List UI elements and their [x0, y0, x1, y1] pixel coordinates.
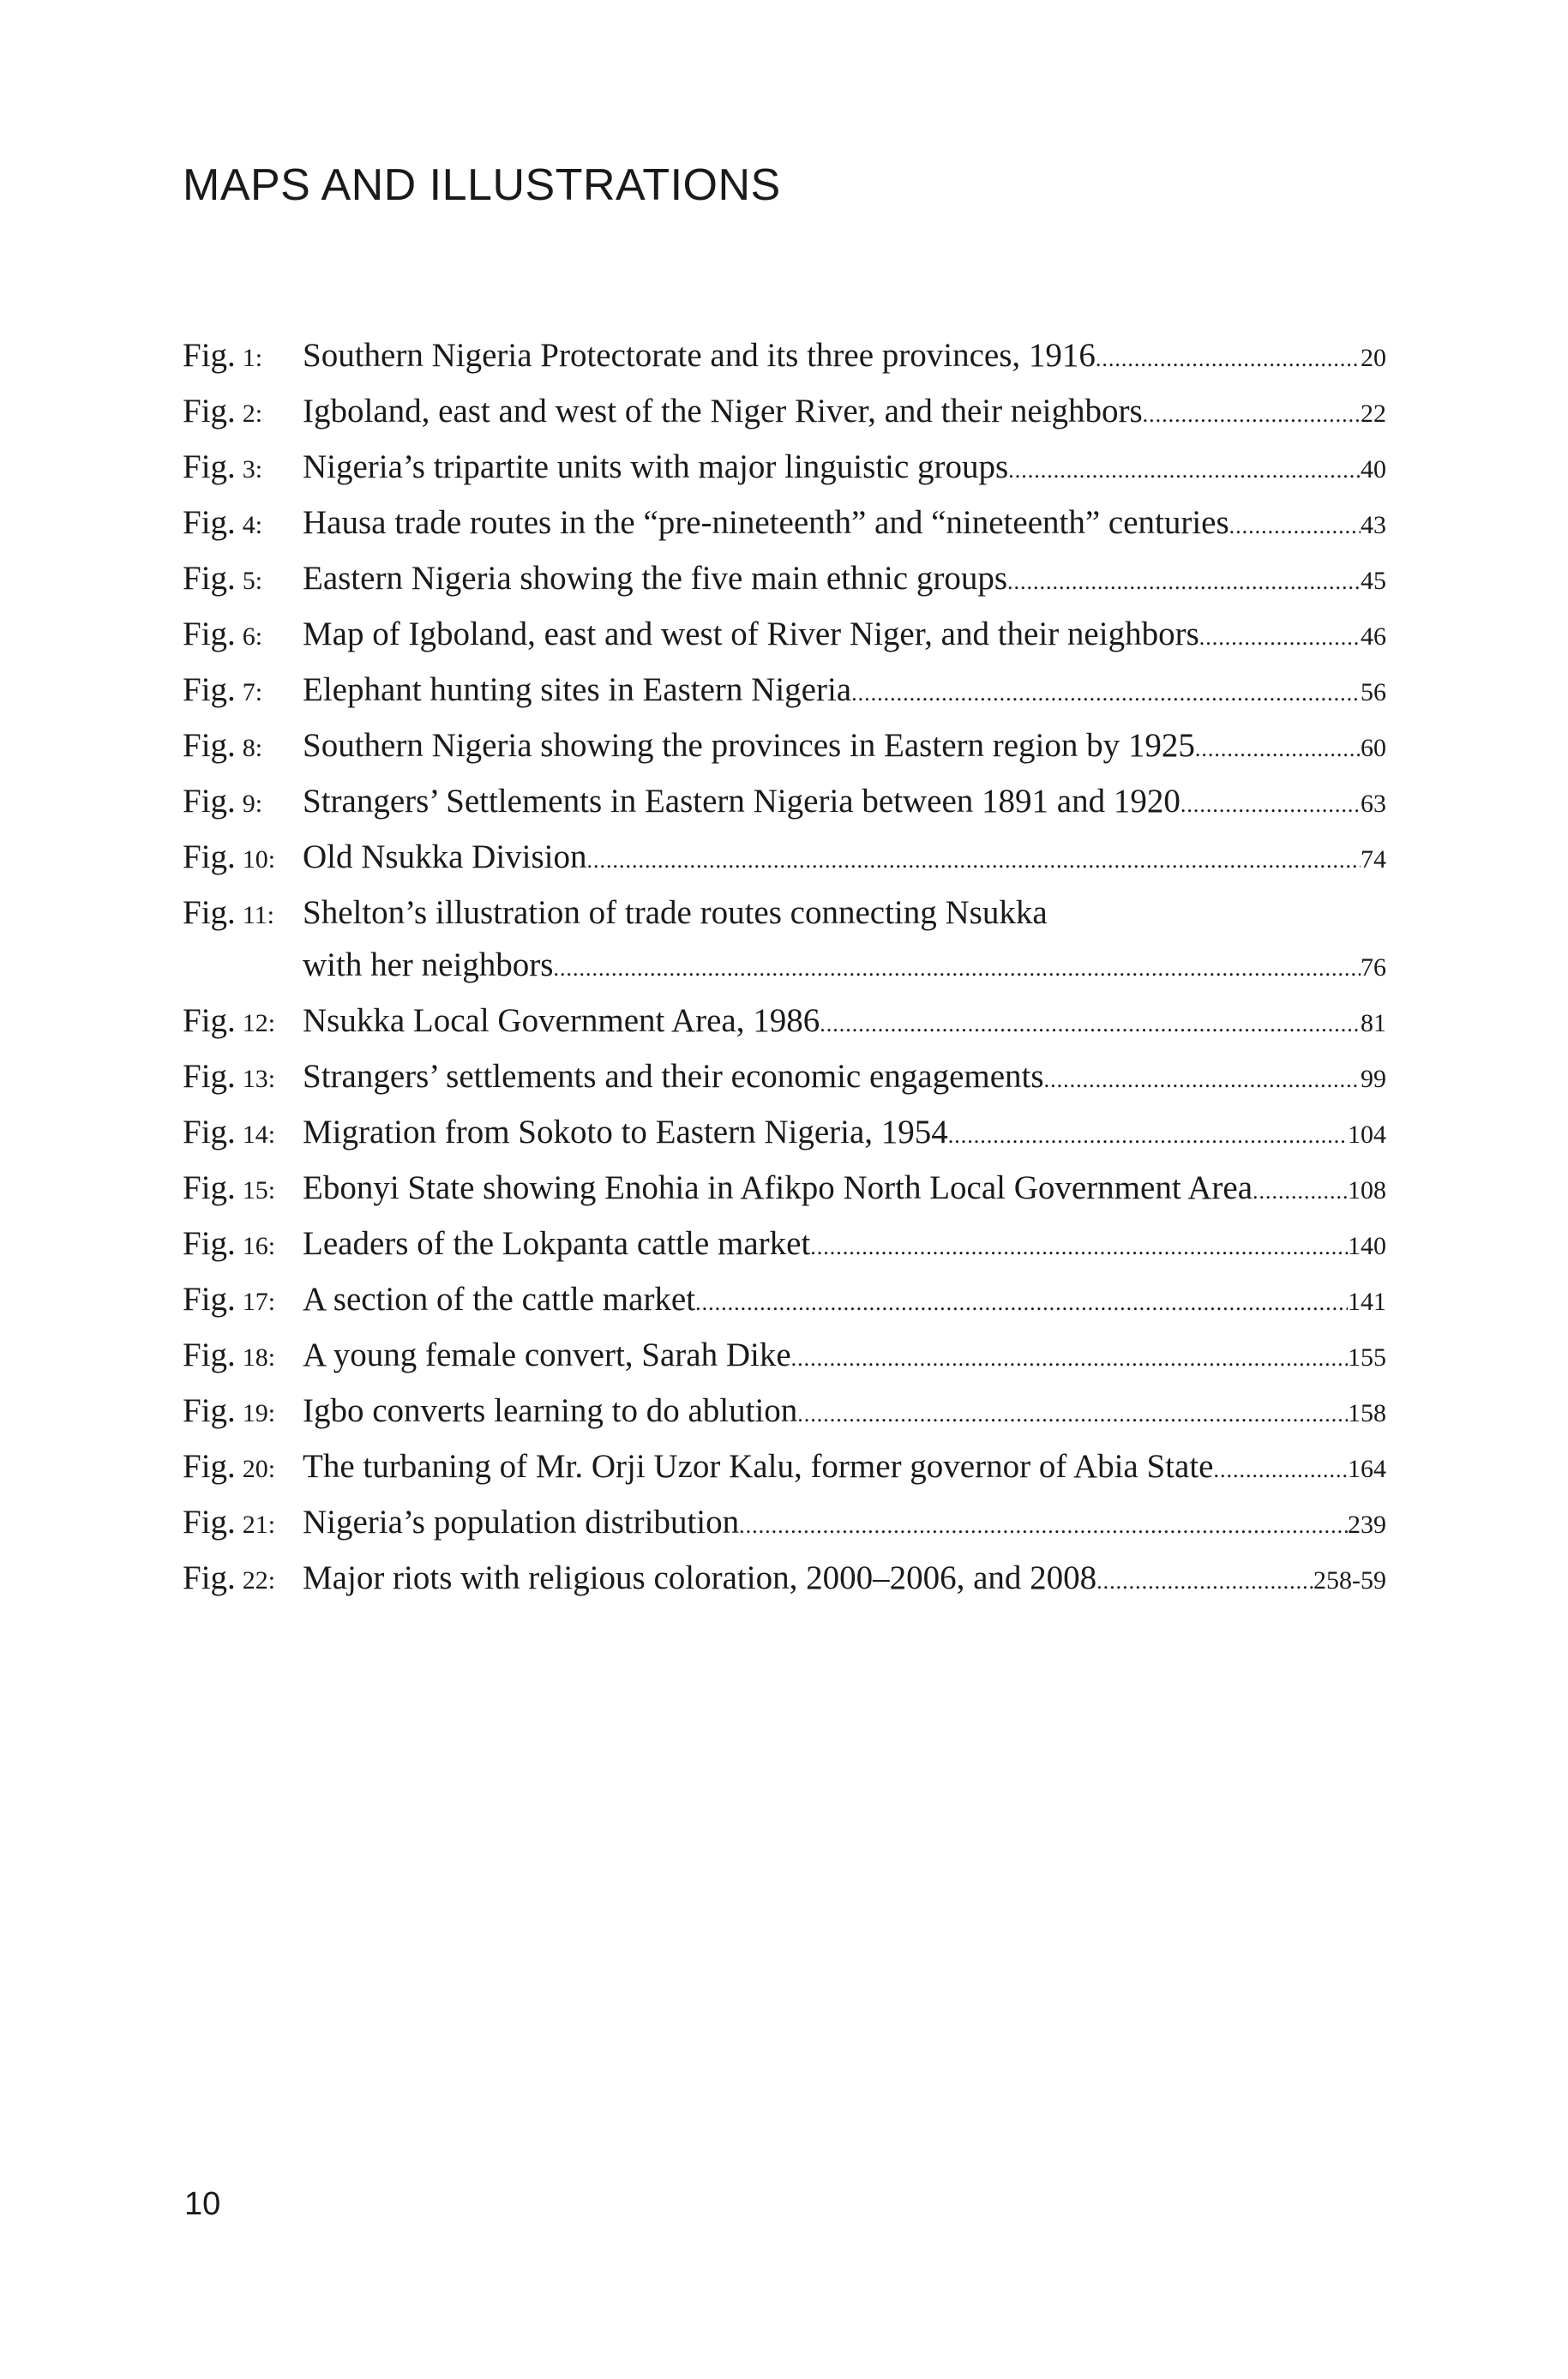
figure-word: Fig.	[183, 1169, 236, 1206]
figure-line	[303, 719, 1386, 775]
figure-number: 17:	[242, 1288, 276, 1316]
dot-leader	[791, 1332, 1348, 1385]
figure-word: Fig.	[183, 1559, 236, 1596]
figure-title: A young female convert, Sarah Dike	[303, 1337, 791, 1373]
figure-entry-20[interactable]	[183, 1440, 1386, 1496]
figure-entry-3[interactable]	[183, 441, 1386, 496]
figure-number: 21:	[242, 1511, 276, 1539]
figure-label	[183, 1552, 303, 1607]
dot-leader	[1195, 723, 1361, 775]
dot-leader	[1181, 778, 1361, 831]
figure-body	[303, 1106, 1386, 1162]
dot-leader	[948, 1109, 1348, 1162]
figure-entry-10[interactable]	[183, 831, 1386, 886]
figure-line	[303, 1106, 1386, 1162]
figure-page[interactable]: 46	[1361, 622, 1386, 651]
figure-word: Fig.	[183, 1225, 236, 1262]
figure-title: Igbo converts learning to do ablution	[303, 1392, 798, 1429]
figure-number: 13:	[242, 1065, 276, 1093]
figure-title: Major riots with religious coloration, 2000–2006, and 2008	[303, 1559, 1097, 1596]
figure-word: Fig.	[183, 727, 236, 764]
figure-label	[183, 886, 303, 941]
figure-number: 22:	[242, 1566, 276, 1595]
figure-word: Fig.	[183, 1504, 236, 1541]
figure-line	[303, 1162, 1386, 1217]
figure-label	[183, 1273, 303, 1328]
figure-label	[183, 994, 303, 1049]
figure-entry-19[interactable]	[183, 1385, 1386, 1440]
figure-number: 2:	[242, 400, 263, 428]
figure-line	[303, 1496, 1386, 1552]
figure-number: 3:	[242, 455, 263, 484]
figure-body	[303, 719, 1386, 775]
figure-title-line-1: Shelton’s illustration of trade routes connecting Nsukka	[303, 894, 1048, 931]
figure-word: Fig.	[183, 1392, 236, 1429]
figure-word: Fig.	[183, 1114, 236, 1150]
dot-leader	[1096, 333, 1361, 385]
figure-page[interactable]: 22	[1361, 400, 1386, 428]
dot-leader	[587, 834, 1361, 886]
figure-number: 7:	[242, 678, 263, 706]
figure-number: 14:	[242, 1120, 276, 1149]
dot-leader	[797, 1388, 1348, 1440]
figure-word: Fig.	[183, 1002, 236, 1039]
figure-entry-12[interactable]	[183, 994, 1386, 1050]
figure-title: Leaders of the Lokpanta cattle market	[303, 1225, 811, 1262]
figure-title: Nsukka Local Government Area, 1986	[303, 1002, 820, 1039]
figure-body	[303, 441, 1386, 496]
figure-line	[303, 1440, 1386, 1496]
figure-page[interactable]: 63	[1361, 790, 1386, 818]
figure-line	[303, 1329, 1386, 1385]
dot-leader	[695, 1277, 1348, 1329]
figure-number: 4:	[242, 511, 263, 539]
figure-body	[303, 994, 1386, 1050]
figure-title: Southern Nigeria showing the provinces in Eastern region by 1925	[303, 727, 1195, 764]
figure-page[interactable]: 40	[1361, 455, 1386, 484]
figure-title: Nigeria’s tripartite units with major linguistic groups	[303, 448, 1009, 485]
figure-entry-4[interactable]	[183, 496, 1386, 552]
figure-entry-2[interactable]	[183, 385, 1386, 441]
figure-label	[183, 496, 303, 551]
figure-line	[303, 664, 1386, 719]
figure-title: Southern Nigeria Protectorate and its three provinces, 1916	[303, 337, 1096, 374]
figure-page[interactable]: 60	[1361, 734, 1386, 762]
figure-label	[183, 1217, 303, 1272]
figure-line	[303, 1217, 1386, 1273]
figure-label	[183, 1496, 303, 1551]
figure-word: Fig.	[183, 671, 236, 708]
figure-word: Fig.	[183, 783, 236, 820]
figure-label	[183, 385, 303, 440]
figure-body	[303, 552, 1386, 608]
figure-label	[183, 664, 303, 718]
figure-number: 1:	[242, 344, 263, 372]
figure-page[interactable]: 76	[1361, 953, 1386, 982]
figure-page[interactable]: 141	[1348, 1288, 1386, 1316]
figure-word: Fig.	[183, 1337, 236, 1373]
page-heading: MAPS AND ILLUSTRATIONS	[183, 160, 781, 210]
figure-page[interactable]: 164	[1348, 1455, 1386, 1483]
figure-word: Fig.	[183, 1281, 236, 1318]
figure-title: Strangers’ Settlements in Eastern Nigeria between 1891 and 1920	[303, 783, 1181, 820]
figure-title: Hausa trade routes in the “pre-nineteenth” and “nineteenth” centuries	[303, 504, 1229, 541]
figure-entry-6[interactable]	[183, 608, 1386, 664]
figure-body	[303, 886, 1386, 994]
figure-body	[303, 1552, 1386, 1607]
figure-title: The turbaning of Mr. Orji Uzor Kalu, former governor of Abia State	[303, 1448, 1214, 1485]
figure-line	[303, 496, 1386, 552]
figure-line	[303, 329, 1386, 385]
dot-leader	[1007, 556, 1361, 608]
figure-page[interactable]: 258-59	[1313, 1566, 1386, 1595]
figure-body	[303, 1496, 1386, 1552]
figure-entry-22[interactable]	[183, 1552, 1386, 1607]
figure-word: Fig.	[183, 1448, 236, 1485]
figure-line	[303, 1050, 1386, 1106]
dot-leader	[1253, 1165, 1348, 1217]
figure-entry-5[interactable]	[183, 552, 1386, 608]
figure-title: Elephant hunting sites in Eastern Nigeria	[303, 671, 852, 708]
dot-leader	[553, 942, 1361, 994]
figure-page[interactable]: 20	[1361, 344, 1386, 372]
figure-label	[183, 1162, 303, 1217]
figure-label	[183, 552, 303, 607]
figure-word: Fig.	[183, 1058, 236, 1095]
figure-number: 5:	[242, 567, 263, 595]
dot-leader	[1213, 1444, 1348, 1496]
figure-line	[303, 608, 1386, 664]
figure-number: 15:	[242, 1176, 276, 1205]
figure-entry-13[interactable]	[183, 1050, 1386, 1106]
figure-label	[183, 1440, 303, 1495]
figure-title: Map of Igboland, east and west of River Niger, and their neighbors	[303, 616, 1199, 652]
figure-page[interactable]: 81	[1361, 1009, 1386, 1037]
figure-label	[183, 1050, 303, 1105]
figure-list	[183, 329, 1386, 1607]
dot-leader	[1044, 1054, 1361, 1106]
figure-page[interactable]: 140	[1348, 1232, 1386, 1260]
figure-body	[303, 831, 1386, 886]
figure-body	[303, 664, 1386, 719]
figure-title: Igboland, east and west of the Niger River, and their neighbors	[303, 393, 1143, 430]
figure-line	[303, 886, 1386, 939]
figure-body	[303, 329, 1386, 385]
dot-leader	[1096, 1555, 1313, 1607]
figure-number: 11:	[242, 901, 275, 929]
figure-entry-17[interactable]	[183, 1273, 1386, 1329]
figure-page[interactable]: 56	[1361, 678, 1386, 706]
figure-body	[303, 1329, 1386, 1385]
figure-entry-21[interactable]	[183, 1496, 1386, 1552]
dot-leader	[810, 1221, 1348, 1273]
figure-page[interactable]: 43	[1361, 511, 1386, 539]
figure-body	[303, 608, 1386, 664]
figure-label	[183, 1106, 303, 1161]
figure-title: Eastern Nigeria showing the five main ethnic groups	[303, 560, 1008, 597]
figure-label	[183, 1385, 303, 1439]
figure-title: Ebonyi State showing Enohia in Afikpo North Local Government Area	[303, 1169, 1253, 1206]
figure-number: 19:	[242, 1399, 276, 1427]
figure-title-line-2: with her neighbors	[303, 946, 554, 983]
figure-label	[183, 831, 303, 886]
figure-entry-16[interactable]	[183, 1217, 1386, 1273]
figure-label	[183, 608, 303, 663]
figure-body	[303, 496, 1386, 552]
figure-entry-14[interactable]	[183, 1106, 1386, 1162]
figure-page[interactable]: 45	[1361, 567, 1386, 595]
figure-number: 6:	[242, 622, 263, 651]
figure-label	[183, 1329, 303, 1384]
figure-title: A section of the cattle market	[303, 1281, 696, 1318]
figure-number: 20:	[242, 1455, 276, 1483]
dot-leader	[1143, 388, 1361, 441]
figure-body	[303, 1273, 1386, 1329]
figure-number: 9:	[242, 790, 263, 818]
figure-entry-9[interactable]	[183, 775, 1386, 831]
figure-word: Fig.	[183, 393, 236, 430]
figure-body	[303, 775, 1386, 831]
figure-body	[303, 1440, 1386, 1496]
figure-page[interactable]: 239	[1348, 1511, 1386, 1539]
figure-word: Fig.	[183, 894, 236, 931]
figure-page[interactable]: 74	[1361, 845, 1386, 874]
figure-body	[303, 1217, 1386, 1273]
figure-page[interactable]: 104	[1348, 1120, 1386, 1149]
figure-line	[303, 1552, 1386, 1607]
dot-leader	[1229, 500, 1361, 552]
figure-page[interactable]: 108	[1348, 1176, 1386, 1205]
figure-entry-7[interactable]	[183, 664, 1386, 719]
figure-number: 16:	[242, 1232, 276, 1260]
figure-number: 12:	[242, 1009, 276, 1037]
figure-label	[183, 775, 303, 830]
figure-entry-11[interactable]	[183, 886, 1386, 994]
figure-word: Fig.	[183, 448, 236, 485]
figure-body	[303, 1162, 1386, 1217]
figure-line	[303, 939, 1386, 994]
figure-entry-1[interactable]	[183, 329, 1386, 385]
figure-body	[303, 1385, 1386, 1440]
figure-title: Nigeria’s population distribution	[303, 1504, 740, 1541]
figure-word: Fig.	[183, 560, 236, 597]
dot-leader	[851, 667, 1361, 719]
figure-word: Fig.	[183, 504, 236, 541]
figure-label	[183, 441, 303, 496]
figure-line	[303, 1273, 1386, 1329]
figure-line	[303, 552, 1386, 608]
figure-line	[303, 441, 1386, 496]
figure-entry-18[interactable]	[183, 1329, 1386, 1385]
figure-title: Old Nsukka Division	[303, 838, 587, 875]
figure-number: 10:	[242, 845, 276, 874]
figure-label	[183, 719, 303, 774]
dot-leader	[1008, 444, 1361, 496]
dot-leader	[1199, 611, 1361, 664]
figure-entry-8[interactable]	[183, 719, 1386, 775]
figure-page[interactable]: 155	[1348, 1343, 1386, 1372]
figure-line	[303, 1385, 1386, 1440]
figure-word: Fig.	[183, 337, 236, 374]
page-number: 10	[184, 2186, 221, 2222]
figure-entry-15[interactable]	[183, 1162, 1386, 1217]
figure-page[interactable]: 99	[1361, 1065, 1386, 1093]
figure-label	[183, 329, 303, 384]
figure-line	[303, 385, 1386, 441]
figure-number: 18:	[242, 1343, 276, 1372]
figure-word: Fig.	[183, 616, 236, 652]
figure-body	[303, 385, 1386, 441]
figure-body	[303, 1050, 1386, 1106]
figure-number: 8:	[242, 734, 263, 762]
dot-leader	[739, 1499, 1348, 1552]
figure-page[interactable]: 158	[1348, 1399, 1386, 1427]
figure-title: Migration from Sokoto to Eastern Nigeria, 1954	[303, 1114, 948, 1150]
figure-word: Fig.	[183, 838, 236, 875]
dot-leader	[820, 998, 1361, 1050]
figure-line	[303, 994, 1386, 1050]
figure-title: Strangers’ settlements and their economic engagements	[303, 1058, 1044, 1095]
figure-line	[303, 831, 1386, 886]
figure-line	[303, 775, 1386, 831]
